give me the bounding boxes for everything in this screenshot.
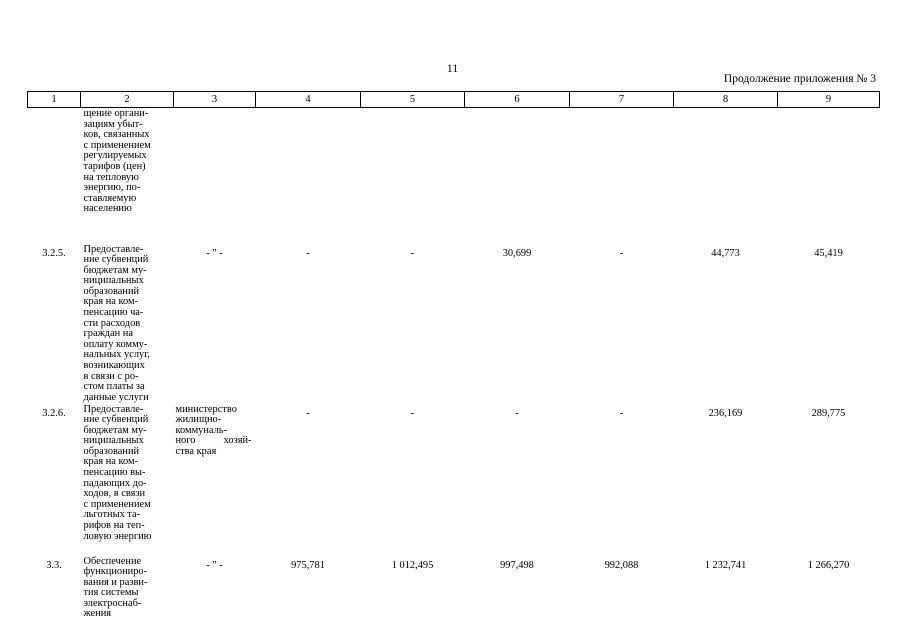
value-cell-col-9: 45,419 (814, 247, 843, 259)
table-row (28, 404, 880, 556)
measure-name-line: Предоставле- (83, 243, 144, 255)
row-number (28, 108, 81, 244)
measure-name (81, 404, 174, 556)
measure-name-line: стом платы за (83, 381, 145, 393)
value-cell-col-4: - (306, 407, 310, 419)
value-cell-col-5: - (410, 247, 415, 259)
measure-name-line: падающих до- (83, 477, 147, 489)
measure-name-line: ниципальных (83, 275, 144, 287)
measure-name-line: с применением (83, 498, 151, 510)
measure-name-line: края на ком- (83, 456, 139, 468)
measure-name-line: ков, связанных (83, 129, 150, 141)
measure-name-line: граждан на (83, 328, 133, 340)
measure-name-line: зациям убыт- (83, 118, 143, 130)
measure-name-line: сти расходов (83, 317, 141, 329)
measure-name-line: бюджетам му- (83, 264, 147, 276)
appendix-caption: Продолжение приложения № 3 (723, 73, 876, 85)
value-cell-col-5: - (410, 407, 415, 419)
value-cell-col-8: 236,169 (708, 407, 743, 419)
column-header-9: 9 (778, 92, 880, 108)
measure-name-line: бюджетам му- (83, 424, 147, 436)
measure-name-line: края на ком- (83, 296, 139, 308)
executor (174, 404, 256, 556)
column-header-7: 7 (570, 92, 674, 108)
executor-line: ного хозяй- (175, 435, 252, 447)
value-cell-col-4: - (306, 247, 310, 259)
measure-name-line: Предоставле- (83, 403, 144, 415)
table-row (28, 108, 880, 244)
value-cell-col-8: 1 232,741 (704, 559, 747, 571)
table-row (28, 556, 880, 636)
column-header-1: 1 (28, 92, 81, 108)
column-header-4: 4 (256, 92, 361, 108)
measure-name-line: ставляемую (83, 192, 137, 204)
row-number: 3.2.5. (42, 247, 66, 259)
appendix-table (27, 91, 880, 636)
measure-name-line: регулируемых (83, 150, 147, 162)
measure-name-line: возникающих (83, 360, 145, 372)
row-number: 3.2.6. (42, 407, 66, 419)
value-cell-col-9: 289,775 (811, 407, 846, 419)
measure-name (81, 244, 174, 404)
value-cell-col-7 (570, 108, 674, 244)
table-body (28, 108, 880, 636)
measure-name-line: энергию, по- (83, 182, 141, 194)
executor-line: министерство (175, 403, 237, 415)
executor-ditto: - " - (206, 559, 223, 571)
measure-name (81, 556, 174, 636)
column-header-3: 3 (174, 92, 256, 108)
measure-name-line: данные услуги (83, 391, 149, 403)
measure-name-line: в связи с ро- (83, 370, 139, 382)
row-number: 3.3. (46, 559, 62, 571)
value-cell-col-6: - (515, 407, 519, 419)
value-cell-col-9 (778, 108, 880, 244)
table-row (28, 244, 880, 404)
measure-name-line: Обеспечение (83, 555, 142, 567)
measure-name (81, 108, 174, 244)
column-header-5: 5 (361, 92, 465, 108)
executor-ditto: - " - (206, 247, 223, 259)
measure-name-line: ловую энергию (83, 530, 152, 542)
table-header-row (28, 92, 880, 108)
value-cell-col-4 (256, 108, 361, 244)
value-cell-col-7: - (619, 247, 624, 259)
measure-name-line: с применением (83, 139, 151, 151)
value-cell-col-5 (361, 108, 465, 244)
executor-line: жилищно- (175, 414, 222, 426)
measure-name-line: вания и разви- (83, 576, 148, 588)
measure-name-line: оплату комму- (83, 338, 148, 350)
value-cell-col-4: 975,781 (291, 559, 325, 571)
measure-name-line: ние субвенций (83, 414, 149, 426)
measure-name-line: тия системы (83, 587, 139, 599)
measure-name-line: образований (83, 285, 140, 297)
measure-name-line: ходов, в связи (83, 488, 146, 500)
value-cell-col-6 (465, 108, 570, 244)
executor-line: ства края (175, 445, 217, 457)
measure-name-line: пенсацию вы- (83, 467, 146, 479)
value-cell-col-5: 1 012,495 (391, 559, 434, 571)
measure-name-line: льготных та- (83, 509, 141, 521)
page-number: 11 (446, 61, 459, 75)
value-cell-col-6: 30,699 (502, 247, 532, 259)
measure-name-line: щение органи- (83, 108, 149, 119)
measure-name-line: ние субвенций (83, 254, 149, 266)
column-header-6: 6 (465, 92, 570, 108)
value-cell-col-7: - (619, 407, 624, 419)
value-cell-col-8 (674, 108, 778, 244)
measure-name-line: тарифов (цен) (83, 160, 146, 172)
value-cell-col-7: 992,088 (604, 559, 639, 571)
measure-name-line: на тепловую (83, 171, 139, 183)
executor-line: коммуналь- (175, 424, 228, 436)
value-cell-col-8: 44,773 (711, 247, 740, 259)
value-cell-col-6: 997,498 (500, 559, 534, 571)
measure-name-line: пенсацию ча- (83, 307, 144, 319)
measure-name-line: жения (83, 608, 112, 620)
measure-name-line: ниципальных (83, 435, 144, 447)
measure-name-line: населению (83, 203, 132, 215)
value-cell-col-9: 1 266,270 (807, 559, 850, 571)
measure-name-line: образований (83, 445, 140, 457)
measure-name-line: нальных услуг, (83, 349, 150, 361)
column-header-2: 2 (81, 92, 174, 108)
column-header-8: 8 (674, 92, 778, 108)
measure-name-line: функциониро- (83, 566, 148, 578)
executor-ditto (174, 108, 256, 244)
measure-name-line: рифов на теп- (83, 520, 145, 532)
measure-name-line: электроснаб- (83, 597, 142, 609)
